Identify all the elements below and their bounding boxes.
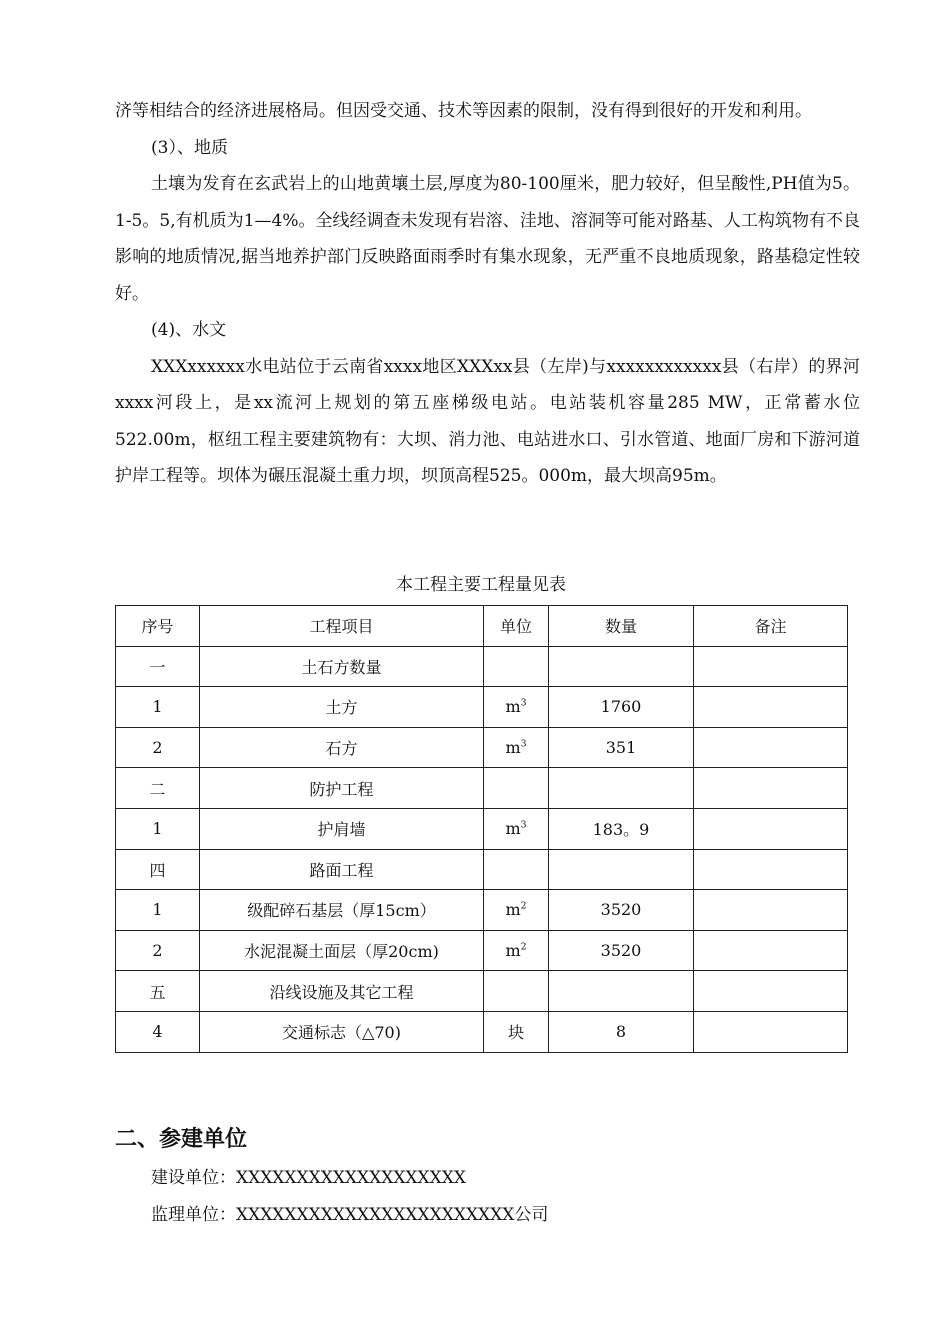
- cell-item: [200, 890, 484, 931]
- cell-unit: [484, 930, 549, 971]
- cell-item: [200, 808, 484, 849]
- cell-note: [694, 1011, 848, 1052]
- cell-item-text: 水泥混凝土面层（厚20cm): [244, 942, 439, 962]
- cell-no-text: 四: [149, 860, 166, 880]
- cell-note: [694, 808, 848, 849]
- cell-note: [694, 727, 848, 768]
- cell-qty: [549, 808, 694, 849]
- table-row: [116, 646, 848, 687]
- cell-qty-text: 1760: [600, 697, 642, 717]
- header-unit: 单位: [484, 606, 549, 647]
- cell-qty: [549, 849, 694, 890]
- cell-qty-text: 183。9: [592, 820, 650, 840]
- cell-qty-text: 8: [615, 1022, 627, 1042]
- unit-exponent: 3: [520, 820, 527, 831]
- cell-qty: [549, 687, 694, 728]
- cell-note: [694, 890, 848, 931]
- cell-qty: [549, 727, 694, 768]
- cell-qty: [549, 890, 694, 931]
- cell-note: [694, 768, 848, 809]
- cell-item-text: 路面工程: [309, 860, 374, 880]
- cell-unit: [484, 687, 549, 728]
- table-row: [116, 890, 848, 931]
- cell-note: [694, 930, 848, 971]
- paragraph-geology: 土壤为发育在玄武岩上的山地黄壤土层,厚度为80-100厘米，肥力较好，但呈酸性,PH值为5。1-5。5,有机质为1—4%。全线经调查未发现有岩溶、洼地、溶洞等可能对路基、人工构筑物有不良影响的地质情况,据当地养护部门反映路面雨季时有集水现象，无严重不良地质现象，路基稳定性较好。: [115, 174, 860, 304]
- cell-note: [694, 687, 848, 728]
- table-row: [116, 849, 848, 890]
- cell-no-text: 二: [149, 779, 166, 799]
- cell-unit: [484, 1011, 549, 1052]
- cell-no: [116, 768, 200, 809]
- cell-item-text: 土石方数量: [301, 657, 382, 677]
- cell-item: [200, 971, 484, 1012]
- cell-no-text: 2: [152, 941, 163, 961]
- unit-exponent: 2: [520, 942, 527, 953]
- cell-item-text: 级配碎石基层（厚15cm）: [247, 901, 436, 921]
- paragraph-economy: 济等相结合的经济进展格局。但因受交通、技术等因素的限制，没有得到很好的开发和利用。: [115, 101, 812, 121]
- cell-no: [116, 890, 200, 931]
- paragraph-hydrology: XXXxxxxxx水电站位于云南省xxxx地区XXXxx县（左岸)与xxxxxxxxxxxx县（右岸）的界河xxxx河段上，是xx流河上规划的第五座梯级电站。电站装机容量285 MW，正常蓄水位522.00m，枢纽工程主要建筑物有：大坝、消力池、电站进水口、引水管道、地面厂房和下游河道护岸工程等。坝体为碾压混凝土重力坝，坝顶高程525。000m，最大坝高95m。: [115, 356, 860, 486]
- table-header-row: [116, 606, 848, 647]
- heading-geology: (3）、地质: [151, 137, 228, 158]
- heading-hydrology: (4)、水文: [151, 320, 227, 340]
- cell-item-text: 交通标志（△70): [282, 1023, 401, 1043]
- cell-item: [200, 768, 484, 809]
- cell-item: [200, 849, 484, 890]
- cell-unit: [484, 890, 549, 931]
- body-text: [115, 93, 860, 495]
- cell-item-text: 防护工程: [309, 779, 374, 799]
- table-row: [116, 727, 848, 768]
- cell-item-text: 护肩墙: [317, 820, 366, 840]
- cell-no-text: 2: [152, 738, 163, 758]
- cell-item: [200, 930, 484, 971]
- cell-unit-text: m: [505, 941, 521, 961]
- cell-item-text: 土方: [325, 698, 358, 718]
- table-row: [116, 808, 848, 849]
- cell-no-text: 1: [152, 819, 163, 839]
- cell-unit: [484, 646, 549, 687]
- cell-no-text: 1: [152, 900, 163, 920]
- cell-qty: [549, 930, 694, 971]
- cell-qty: [549, 646, 694, 687]
- unit-exponent: 3: [520, 699, 527, 710]
- cell-qty: [549, 1011, 694, 1052]
- cell-no-text: 五: [149, 982, 166, 1002]
- cell-item: [200, 687, 484, 728]
- cell-item: [200, 1011, 484, 1052]
- cell-no: [116, 1011, 200, 1052]
- table-body: [116, 646, 848, 1052]
- cell-qty-text: 351: [605, 738, 637, 758]
- cell-note: [694, 971, 848, 1012]
- unit-exponent: 2: [520, 902, 527, 913]
- cell-item: [200, 646, 484, 687]
- cell-unit: [484, 849, 549, 890]
- table-row: [116, 1011, 848, 1052]
- cell-item: [200, 727, 484, 768]
- cell-qty-text: 3520: [600, 941, 642, 961]
- quantity-table: [115, 605, 848, 1053]
- cell-no: [116, 849, 200, 890]
- cell-unit-text: 块: [507, 1023, 524, 1043]
- section-title-participants: 二、参建单位: [115, 1127, 248, 1152]
- cell-no: [116, 727, 200, 768]
- unit-exponent: 3: [520, 739, 527, 750]
- cell-unit-text: m: [505, 697, 521, 717]
- cell-qty: [549, 971, 694, 1012]
- cell-no-text: 一: [149, 657, 166, 677]
- header-no: 序号: [116, 606, 200, 647]
- cell-unit: [484, 768, 549, 809]
- table-row: [116, 687, 848, 728]
- table-caption: 本工程主要工程量见表: [396, 575, 566, 595]
- cell-no: [116, 930, 200, 971]
- table-row: [116, 768, 848, 809]
- cell-unit: [484, 971, 549, 1012]
- table-row: [116, 971, 848, 1012]
- cell-no: [116, 808, 200, 849]
- cell-unit-text: m: [505, 900, 521, 920]
- cell-qty: [549, 768, 694, 809]
- header-item: 工程项目: [200, 606, 484, 647]
- cell-unit: [484, 808, 549, 849]
- header-qty: 数量: [549, 606, 694, 647]
- cell-no: [116, 687, 200, 728]
- cell-unit-text: m: [505, 738, 521, 758]
- cell-unit: [484, 727, 549, 768]
- cell-no-text: 1: [152, 697, 163, 717]
- header-note: 备注: [694, 606, 848, 647]
- cell-qty-text: 3520: [600, 900, 642, 920]
- participant-units: [115, 1160, 860, 1233]
- cell-unit-text: m: [505, 819, 521, 839]
- cell-item-text: 石方: [325, 739, 358, 759]
- cell-no-text: 4: [152, 1022, 163, 1042]
- table-row: [116, 930, 848, 971]
- cell-no: [116, 646, 200, 687]
- cell-note: [694, 849, 848, 890]
- cell-note: [694, 646, 848, 687]
- cell-no: [116, 971, 200, 1012]
- supervisor-unit: 监理单位：XXXXXXXXXXXXXXXXXXXXXXX公司: [151, 1204, 549, 1225]
- cell-item-text: 沿线设施及其它工程: [269, 982, 414, 1002]
- builder-unit: 建设单位：XXXXXXXXXXXXXXXXXXX: [151, 1168, 466, 1188]
